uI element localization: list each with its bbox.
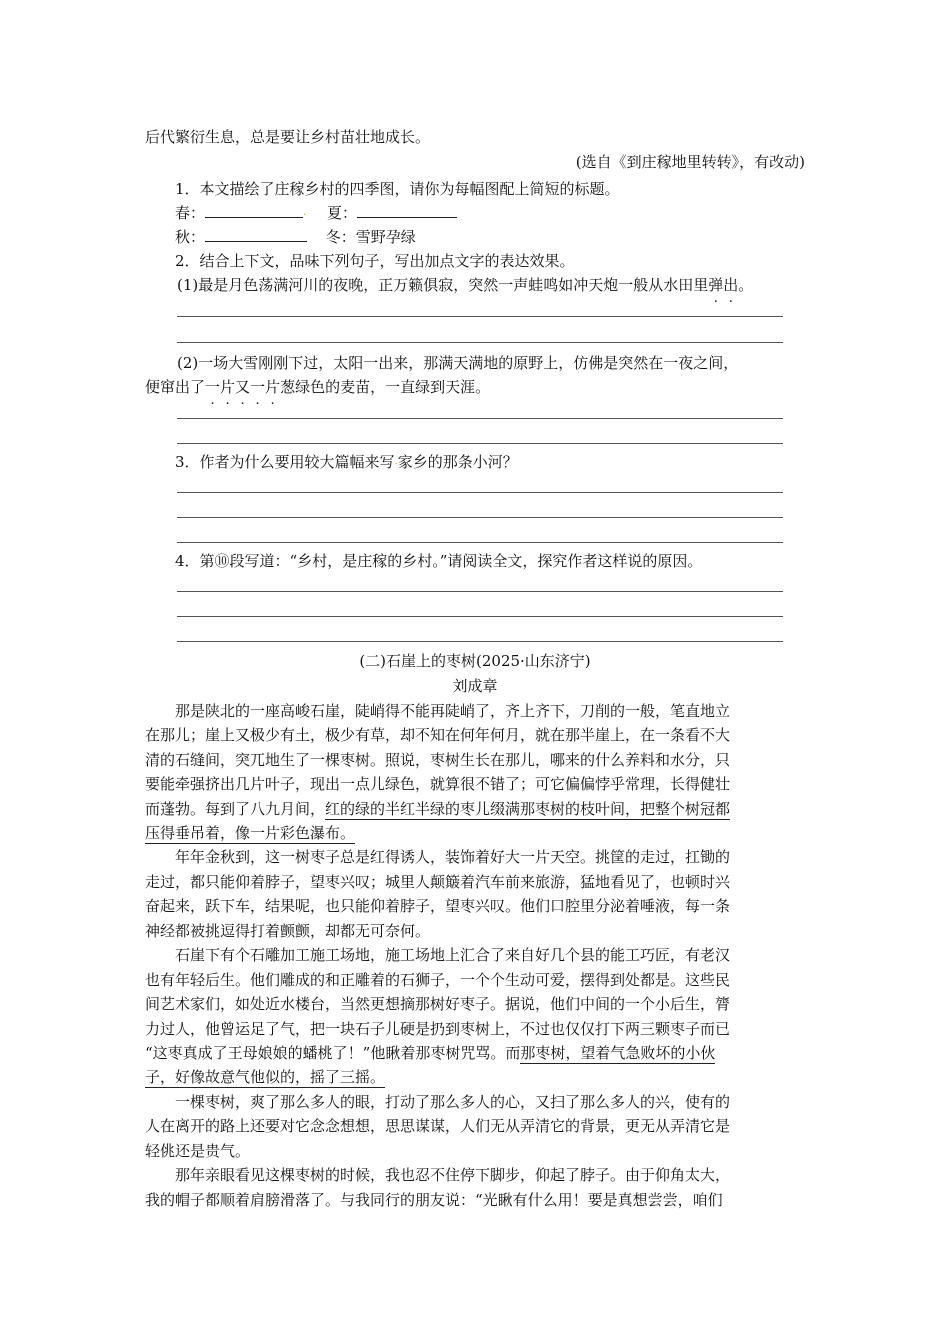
q3-pre: 3．作者为什么要用较大篇幅来写	[175, 453, 395, 471]
underlined-sentence: 子，好像故意气他似的，摇了三摇。	[145, 1068, 386, 1086]
paragraph-line: 清的石缝间，突兀地生了一棵枣树。照说，枣树生长在那儿，哪来的什么养料和水分，只	[145, 751, 731, 769]
answer-line[interactable]	[177, 616, 783, 617]
paragraph-line: 一棵枣树，爽了那么多人的眼，打动了那么多人的心，又扫了那么多人的兴，使有的	[175, 1093, 731, 1111]
answer-line[interactable]	[177, 591, 783, 592]
paragraph-line	[145, 1066, 385, 1088]
paragraph-line: 那是陕北的一座高峻石崖，陡峭得不能再陡峭了，齐上齐下，刀削的一般，笔直地立	[175, 702, 731, 720]
spring-answer-blank[interactable]	[205, 203, 303, 218]
answer-line[interactable]	[177, 542, 783, 543]
dotted-char: 片	[220, 378, 236, 396]
underlined-sentence: 红的绿的半红半绿的枣儿缀满那枣树的枝叶间，把整个树冠都	[325, 800, 731, 818]
q1-text: 1．本文描绘了庄稼乡村的四季图，请你为每幅图配上简短的标题。	[175, 180, 620, 198]
q1-row2	[175, 226, 416, 248]
dotted-char: 一	[250, 378, 266, 396]
dotted-char: 弹	[708, 276, 724, 294]
paragraph-line: 神经都被挑逗得打着颤颤，却都无可奈何。	[145, 922, 431, 940]
paragraph-line: 力过人，他曾运足了气，把一块石子儿硬是扔到枣树上，不过也仅仅打下两三颗枣子而已	[145, 1020, 731, 1038]
sentence1-text: (1)最是月色荡满河川的夜晚，正万籁俱寂，突然一声蛙鸣如冲天炮一般从水田里	[177, 276, 709, 294]
q2-text: 2．结合上下文，品味下列句子，写出加点文字的表达效果。	[175, 252, 575, 270]
paragraph-line: 那年亲眼看见这棵枣树的时候，我也忍不住停下脚步，仰起了脖子。由于仰角太大，	[175, 1166, 731, 1184]
dotted-char: 出	[723, 276, 739, 294]
q4-text: 4．第⑩段写道：“乡村，是庄稼的乡村。”请阅读全文，探究作者这样说的原因。	[175, 552, 703, 570]
q2-sentence2-line2	[145, 376, 490, 398]
paragraph-line	[145, 1042, 715, 1064]
underlined-sentence: 压得垂吊着，像一片彩色瀑布。	[145, 824, 356, 842]
dotted-char: 一	[205, 378, 221, 396]
answer-line[interactable]	[177, 418, 783, 419]
article-title: (二)石崖上的枣树(2025·山东济宁)	[359, 652, 591, 670]
paragraph-line: 我的帽子都顺着肩膀滑落了。与我同行的朋友说：“光瞅有什么用！要是真想尝尝，咱们	[145, 1191, 723, 1209]
sentence1-end: 。	[738, 276, 754, 294]
autumn-label: 秋：	[175, 228, 206, 246]
paragraph-line: 也有年轻后生。他们雕成的和正雕着的石狮子，一个个生动可爱，摆得到处都是。这些民	[145, 971, 731, 989]
paragraph-line	[145, 798, 730, 820]
intro-line: 后代繁衍生息，总是要让乡村苗壮地成长。	[145, 128, 431, 146]
paragraph-line: 走过，都只能仰着脖子，望枣兴叹；城里人颠簸着汽车前来旅游，猛地看见了，也顿时兴	[145, 873, 731, 891]
answer-line[interactable]	[177, 641, 783, 642]
summer-label: 夏：	[326, 204, 357, 222]
paragraph-line: 奋起来，跃下车，结果呢，也只能仰着脖子，望枣兴叹。他们口腔里分泌着唾液，每一条	[145, 897, 731, 915]
answer-line[interactable]	[177, 342, 783, 343]
winter-label: 冬：雪野孕绿	[325, 228, 416, 246]
summer-answer-blank[interactable]	[357, 203, 457, 218]
paragraph-line: 年年金秋到，这一树枣子总是红得诱人，装饰着好大一片天空。挑筐的走过，扛锄的	[175, 848, 731, 866]
sentence2-post: 葱绿色的麦苗，一直绿到天涯。	[280, 378, 491, 396]
underlined-sentence: 那枣树，望着气急败坏的小伙	[520, 1044, 716, 1062]
answer-line[interactable]	[177, 316, 783, 317]
paragraph-line: 在那儿；崖上又极少有土，极少有草，却不知在何年何月，就在那半崖上，在一条看不大	[145, 726, 731, 744]
p3-l5-pre: “这枣真成了王母娘娘的蟠桃了！”他瞅着那枣树咒骂。而	[145, 1044, 521, 1062]
dotted-char: 片	[265, 378, 281, 396]
q1-row1	[175, 202, 457, 224]
sentence2-pre: 便窜出了	[145, 378, 206, 396]
spring-label: 春：	[175, 204, 206, 222]
q3-post: 家乡的那条小河？	[397, 453, 518, 471]
q2-sentence2-line1: (2)一场大雪刚刚下过，太阳一出来，那满天满地的原野上，仿佛是突然在一夜之间，	[177, 354, 739, 372]
article-author: 刘成章	[452, 677, 498, 695]
paragraph-line: 人在离开的路上还要对它念念想想，思思谋谋，人们无从弄清它的背景，更无从弄清它是	[145, 1117, 731, 1135]
source-citation: (选自《到庄稼地里转转》，有改动)	[575, 153, 805, 171]
answer-line[interactable]	[177, 492, 783, 493]
answer-line[interactable]	[177, 517, 783, 518]
paragraph-line: 轻佻还是贵气。	[145, 1142, 251, 1160]
paragraph-line: 石崖下有个石雕加工施工场地，施工场地上汇合了来自好几个县的能工巧匠，有老汉	[175, 946, 731, 964]
mark-glyph: .	[303, 207, 307, 218]
mark-glyph: .	[394, 456, 398, 467]
answer-line[interactable]	[177, 443, 783, 444]
p1-l5-pre: 而蓬勃。每到了八九月间，	[145, 800, 326, 818]
paragraph-line: 间艺术家们，如处近水楼台，当然更想摘那树好枣子。据说，他们中间的一个小后生，膂	[145, 995, 731, 1013]
dotted-char: 又	[235, 378, 251, 396]
autumn-answer-blank[interactable]	[205, 227, 307, 242]
paragraph-line	[145, 822, 355, 844]
q2-sentence1	[177, 274, 753, 296]
paragraph-line: 要能牵强挤出几片叶子，现出一点儿绿色，就算很不错了；可它偏偏悖乎常理，长得健壮	[145, 775, 731, 793]
q3-text	[175, 451, 518, 473]
